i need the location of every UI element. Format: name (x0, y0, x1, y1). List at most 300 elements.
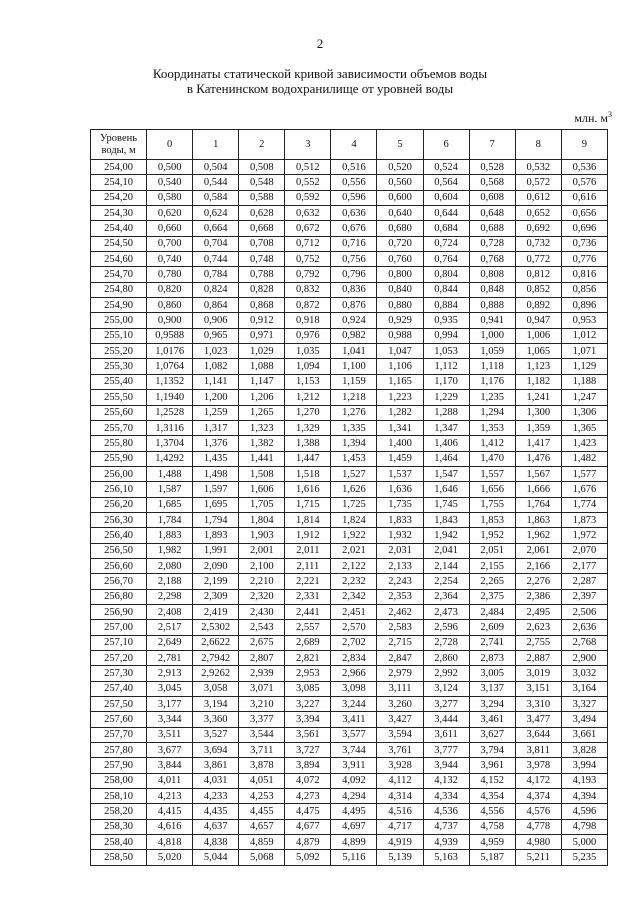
volume-cell: 1,794 (193, 512, 239, 527)
water-level-cell: 256,40 (91, 528, 147, 543)
volume-cell: 3,164 (561, 681, 607, 696)
volume-cell: 0,688 (469, 221, 515, 236)
volume-cell: 2,210 (239, 574, 285, 589)
volume-cell: 1,942 (423, 528, 469, 543)
volume-cell: 4,152 (469, 773, 515, 788)
volume-cell: 0,988 (377, 328, 423, 343)
volume-cell: 0,596 (331, 190, 377, 205)
volume-cell: 2,741 (469, 635, 515, 650)
header-level-line-1: Уровень (100, 132, 138, 144)
volume-cell: 3,878 (239, 758, 285, 773)
volume-cell: 0,516 (331, 160, 377, 175)
volume-cell: 0,941 (469, 313, 515, 328)
volume-cell: 0,632 (285, 206, 331, 221)
volume-cell: 5,211 (515, 850, 561, 865)
volume-cell: 3,944 (423, 758, 469, 773)
table-row (91, 236, 608, 251)
volume-cell: 0,812 (515, 267, 561, 282)
volume-cell: 1,071 (561, 344, 607, 359)
water-level-cell: 255,40 (91, 374, 147, 389)
volume-cell: 2,623 (515, 620, 561, 635)
water-level-cell: 257,20 (91, 651, 147, 666)
volume-cell: 2,199 (193, 574, 239, 589)
header-col-9: 9 (561, 130, 607, 160)
volume-cell: 3,327 (561, 697, 607, 712)
volume-cell: 1,235 (469, 390, 515, 405)
volume-cell: 0,947 (515, 313, 561, 328)
table-row (91, 604, 608, 619)
volume-cell: 1,982 (147, 543, 193, 558)
volume-cell: 3,477 (515, 712, 561, 727)
volume-cell: 0,912 (239, 313, 285, 328)
header-level-line-2: воды, м (101, 144, 136, 156)
volume-cell: 2,781 (147, 651, 193, 666)
table-row (91, 328, 608, 343)
water-level-cell: 255,70 (91, 420, 147, 435)
table-row (91, 666, 608, 681)
water-level-cell: 256,00 (91, 466, 147, 481)
water-level-cell: 257,30 (91, 666, 147, 681)
volume-cell: 0,776 (561, 252, 607, 267)
volume-cell: 2,188 (147, 574, 193, 589)
volume-cell: 0,572 (515, 175, 561, 190)
volume-cell: 3,444 (423, 712, 469, 727)
volume-cell: 0,588 (239, 190, 285, 205)
volume-cell: 0,768 (469, 252, 515, 267)
volume-cell: 0,664 (193, 221, 239, 236)
volume-cell: 2,609 (469, 620, 515, 635)
table-row (91, 298, 608, 313)
volume-cell: 2,386 (515, 589, 561, 604)
volume-cell: 2,728 (423, 635, 469, 650)
volume-cell: 1,587 (147, 482, 193, 497)
volume-cell: 2,364 (423, 589, 469, 604)
volume-cell: 1,952 (469, 528, 515, 543)
volume-cell: 1,329 (285, 420, 331, 435)
volume-cell: 0,568 (469, 175, 515, 190)
volume-cell: 0,556 (331, 175, 377, 190)
volume-cell: 2,144 (423, 558, 469, 573)
volume-cell: 2,011 (285, 543, 331, 558)
document-title (0, 66, 640, 96)
title-line-2: в Катенинском водохранилище от уровней воды (186, 81, 454, 96)
volume-cell: 1,567 (515, 466, 561, 481)
volume-cell: 1,441 (239, 451, 285, 466)
volume-cell: 1,459 (377, 451, 423, 466)
table-row (91, 651, 608, 666)
volume-cell: 2,887 (515, 651, 561, 666)
volume-cell: 4,818 (147, 835, 193, 850)
volume-cell: 5,020 (147, 850, 193, 865)
volume-cell: 4,031 (193, 773, 239, 788)
volume-cell: 3,694 (193, 743, 239, 758)
volume-cell: 0,676 (331, 221, 377, 236)
volume-cell: 2,768 (561, 635, 607, 650)
volume-cell: 2,860 (423, 651, 469, 666)
volume-cell: 2,807 (239, 651, 285, 666)
volume-cell: 4,495 (331, 804, 377, 819)
water-level-cell: 256,10 (91, 482, 147, 497)
volume-cell: 1,498 (193, 466, 239, 481)
title-line-1: Координаты статической кривой зависимости объемов воды (152, 66, 488, 81)
volume-cell: 1,417 (515, 436, 561, 451)
volume-cell: 0,624 (193, 206, 239, 221)
volume-cell: 0,656 (561, 206, 607, 221)
volume-cell: 4,354 (469, 789, 515, 804)
volume-cell: 2,689 (285, 635, 331, 650)
volume-cell: 2,939 (239, 666, 285, 681)
table-row (91, 252, 608, 267)
volume-cell: 2,320 (239, 589, 285, 604)
volume-cell: 1,000 (469, 328, 515, 343)
volume-cell: 1,082 (193, 359, 239, 374)
volume-cell: 1,0176 (147, 344, 193, 359)
volume-cell: 1,774 (561, 497, 607, 512)
volume-cell: 0,648 (469, 206, 515, 221)
volume-cell: 4,374 (515, 789, 561, 804)
volume-cell: 1,873 (561, 512, 607, 527)
volume-cell: 2,953 (285, 666, 331, 681)
volume-cell: 3,777 (423, 743, 469, 758)
volume-cell: 0,512 (285, 160, 331, 175)
volume-cell: 0,994 (423, 328, 469, 343)
volume-cell: 1,784 (147, 512, 193, 527)
water-level-cell: 257,80 (91, 743, 147, 758)
volume-cell: 1,129 (561, 359, 607, 374)
volume-cell: 1,106 (377, 359, 423, 374)
volume-cell: 1,476 (515, 451, 561, 466)
volume-cell: 0,644 (423, 206, 469, 221)
volume-cell: 4,778 (515, 819, 561, 834)
volume-cell: 1,488 (147, 466, 193, 481)
volume-cell: 4,172 (515, 773, 561, 788)
volume-cell: 1,241 (515, 390, 561, 405)
volume-cell: 2,041 (423, 543, 469, 558)
volume-cell: 0,764 (423, 252, 469, 267)
water-level-cell: 254,60 (91, 252, 147, 267)
table-row (91, 359, 608, 374)
volume-cell: 1,288 (423, 405, 469, 420)
water-level-cell: 257,10 (91, 635, 147, 650)
volume-cell: 2,484 (469, 604, 515, 619)
volume-cell: 4,475 (285, 804, 331, 819)
volume-cell: 1,035 (285, 344, 331, 359)
volume-cell: 3,811 (515, 743, 561, 758)
volume-cell: 2,031 (377, 543, 423, 558)
volume-cell: 2,649 (147, 635, 193, 650)
volume-cell: 3,744 (331, 743, 377, 758)
water-level-cell: 256,90 (91, 604, 147, 619)
volume-cell: 1,012 (561, 328, 607, 343)
volume-cell: 0,700 (147, 236, 193, 251)
volume-cell: 1,606 (239, 482, 285, 497)
volume-cell: 0,828 (239, 282, 285, 297)
volume-cell: 3,377 (239, 712, 285, 727)
header-col-8: 8 (515, 130, 561, 160)
volume-cell: 0,884 (423, 298, 469, 313)
volume-cell: 3,427 (377, 712, 423, 727)
volume-cell: 0,918 (285, 313, 331, 328)
volume-cell: 2,061 (515, 543, 561, 558)
water-level-cell: 255,80 (91, 436, 147, 451)
volume-cell: 0,880 (377, 298, 423, 313)
volume-cell: 0,906 (193, 313, 239, 328)
volume-cell: 0,836 (331, 282, 377, 297)
volume-cell: 3,644 (515, 727, 561, 742)
volume-cell: 2,051 (469, 543, 515, 558)
table-row (91, 405, 608, 420)
volume-cell: 2,021 (331, 543, 377, 558)
volume-cell: 3,594 (377, 727, 423, 742)
table-row (91, 819, 608, 834)
volume-cell: 1,118 (469, 359, 515, 374)
volume-cell: 2,441 (285, 604, 331, 619)
volume-cell: 1,453 (331, 451, 377, 466)
volume-cell: 2,462 (377, 604, 423, 619)
volume-cell: 1,903 (239, 528, 285, 543)
volume-cell: 1,863 (515, 512, 561, 527)
volume-cell: 1,265 (239, 405, 285, 420)
volume-cell: 2,9262 (193, 666, 239, 681)
volume-cell: 2,557 (285, 620, 331, 635)
volume-cell: 1,814 (285, 512, 331, 527)
water-level-cell: 258,20 (91, 804, 147, 819)
volume-cell: 0,508 (239, 160, 285, 175)
volume-cell: 1,094 (285, 359, 331, 374)
volume-cell: 1,893 (193, 528, 239, 543)
volume-cell: 2,495 (515, 604, 561, 619)
volume-cell: 1,317 (193, 420, 239, 435)
water-level-cell: 254,50 (91, 236, 147, 251)
volume-cell: 1,912 (285, 528, 331, 543)
water-level-cell: 258,40 (91, 835, 147, 850)
volume-cell: 2,090 (193, 558, 239, 573)
volume-cell: 1,353 (469, 420, 515, 435)
volume-cell: 1,247 (561, 390, 607, 405)
volume-cell: 0,600 (377, 190, 423, 205)
volume-cell: 4,253 (239, 789, 285, 804)
volume-cell: 1,518 (285, 466, 331, 481)
volume-cell: 1,464 (423, 451, 469, 466)
volume-cell: 0,772 (515, 252, 561, 267)
table-row (91, 160, 608, 175)
volume-cell: 1,276 (331, 405, 377, 420)
volume-cell: 2,166 (515, 558, 561, 573)
volume-cell: 0,748 (239, 252, 285, 267)
table-row (91, 221, 608, 236)
volume-cell: 1,646 (423, 482, 469, 497)
volume-cell: 0,860 (147, 298, 193, 313)
volume-cell: 3,828 (561, 743, 607, 758)
volume-cell: 1,423 (561, 436, 607, 451)
volume-cell: 2,7942 (193, 651, 239, 666)
volume-cell: 4,314 (377, 789, 423, 804)
volume-cell: 3,310 (515, 697, 561, 712)
volume-cell: 0,744 (193, 252, 239, 267)
volume-cell: 1,223 (377, 390, 423, 405)
water-level-cell: 256,30 (91, 512, 147, 527)
volume-cell: 2,517 (147, 620, 193, 635)
volume-cell: 1,218 (331, 390, 377, 405)
volume-cell: 1,685 (147, 497, 193, 512)
volume-cell: 1,764 (515, 497, 561, 512)
volume-cell: 1,482 (561, 451, 607, 466)
volume-cell: 1,394 (331, 436, 377, 451)
volume-cell: 1,159 (331, 374, 377, 389)
volume-cell: 0,724 (423, 236, 469, 251)
volume-cell: 0,500 (147, 160, 193, 175)
volume-cell: 3,005 (469, 666, 515, 681)
volume-cell: 2,111 (285, 558, 331, 573)
volume-cell: 1,557 (469, 466, 515, 481)
volume-cell: 1,470 (469, 451, 515, 466)
volume-cell: 4,051 (239, 773, 285, 788)
volume-cell: 3,861 (193, 758, 239, 773)
volume-cell: 3,085 (285, 681, 331, 696)
volume-cell: 1,006 (515, 328, 561, 343)
volume-cell: 4,657 (239, 819, 285, 834)
volume-cell: 4,233 (193, 789, 239, 804)
volume-cell: 1,527 (331, 466, 377, 481)
volume-cell: 4,011 (147, 773, 193, 788)
volume-cell: 1,824 (331, 512, 377, 527)
table-row (91, 804, 608, 819)
volume-cell: 4,859 (239, 835, 285, 850)
volume-cell: 4,294 (331, 789, 377, 804)
volume-cell: 0,576 (561, 175, 607, 190)
water-level-cell: 256,70 (91, 574, 147, 589)
volume-cell: 4,879 (285, 835, 331, 850)
volume-cell: 2,232 (331, 574, 377, 589)
volume-cell: 1,341 (377, 420, 423, 435)
water-level-cell: 254,90 (91, 298, 147, 313)
volume-cell: 1,735 (377, 497, 423, 512)
volume-cell: 2,430 (239, 604, 285, 619)
volume-cell: 2,221 (285, 574, 331, 589)
volume-cell: 0,953 (561, 313, 607, 328)
volume-cell: 3,227 (285, 697, 331, 712)
volume-cell: 2,133 (377, 558, 423, 573)
volume-cell: 4,616 (147, 819, 193, 834)
water-level-cell: 256,50 (91, 543, 147, 558)
volume-cell: 3,844 (147, 758, 193, 773)
volume-cell: 5,116 (331, 850, 377, 865)
volume-cell: 0,888 (469, 298, 515, 313)
volume-cell: 4,596 (561, 804, 607, 819)
header-water-level (91, 130, 147, 160)
volume-cell: 3,210 (239, 697, 285, 712)
volume-cell: 2,966 (331, 666, 377, 681)
volume-cell: 1,023 (193, 344, 239, 359)
volume-cell: 1,695 (193, 497, 239, 512)
volume-cell: 4,677 (285, 819, 331, 834)
water-level-cell: 257,70 (91, 727, 147, 742)
header-col-2: 2 (239, 130, 285, 160)
volume-cell: 2,397 (561, 589, 607, 604)
table-row (91, 451, 608, 466)
volume-cell: 1,100 (331, 359, 377, 374)
volume-cell: 2,873 (469, 651, 515, 666)
volume-cell: 0,548 (239, 175, 285, 190)
volume-cell: 0,524 (423, 160, 469, 175)
volume-cell: 2,100 (239, 558, 285, 573)
volume-cell: 0,872 (285, 298, 331, 313)
table-row (91, 466, 608, 481)
volume-cell: 1,335 (331, 420, 377, 435)
volume-cell: 1,705 (239, 497, 285, 512)
volume-cell: 1,400 (377, 436, 423, 451)
units-superscript: 3 (608, 110, 612, 119)
volume-cell: 3,561 (285, 727, 331, 742)
volume-cell: 2,570 (331, 620, 377, 635)
water-level-cell: 257,90 (91, 758, 147, 773)
volume-cell: 2,5302 (193, 620, 239, 635)
volume-cell: 1,853 (469, 512, 515, 527)
volume-cell: 5,139 (377, 850, 423, 865)
volume-table (90, 129, 608, 866)
volume-cell: 1,229 (423, 390, 469, 405)
volume-cell: 4,213 (147, 789, 193, 804)
volume-cell: 0,788 (239, 267, 285, 282)
volume-cell: 1,4292 (147, 451, 193, 466)
volume-cell: 0,608 (469, 190, 515, 205)
volume-cell: 0,796 (331, 267, 377, 282)
volume-cell: 1,282 (377, 405, 423, 420)
volume-cell: 4,838 (193, 835, 239, 850)
volume-cell: 0,668 (239, 221, 285, 236)
volume-cell: 0,740 (147, 252, 193, 267)
volume-cell: 1,259 (193, 405, 239, 420)
volume-cell: 0,9588 (147, 328, 193, 343)
volume-cell: 0,736 (561, 236, 607, 251)
volume-cell: 4,455 (239, 804, 285, 819)
volume-cell: 4,193 (561, 773, 607, 788)
volume-cell: 1,745 (423, 497, 469, 512)
water-level-cell: 257,00 (91, 620, 147, 635)
volume-cell: 2,636 (561, 620, 607, 635)
volume-cell: 2,755 (515, 635, 561, 650)
water-level-cell: 258,50 (91, 850, 147, 865)
volume-cell: 4,737 (423, 819, 469, 834)
volume-cell: 3,711 (239, 743, 285, 758)
volume-cell: 0,716 (331, 236, 377, 251)
volume-cell: 3,727 (285, 743, 331, 758)
volume-cell: 3,019 (515, 666, 561, 681)
volume-cell: 0,780 (147, 267, 193, 282)
table-row (91, 743, 608, 758)
volume-cell: 2,451 (331, 604, 377, 619)
volume-cell: 2,900 (561, 651, 607, 666)
volume-cell: 1,666 (515, 482, 561, 497)
volume-cell: 0,580 (147, 190, 193, 205)
table-header-row (91, 130, 608, 160)
volume-cell: 4,959 (469, 835, 515, 850)
volume-cell: 1,447 (285, 451, 331, 466)
volume-cell: 2,675 (239, 635, 285, 650)
volume-cell: 3,071 (239, 681, 285, 696)
volume-cell: 2,276 (515, 574, 561, 589)
volume-cell: 3,111 (377, 681, 423, 696)
volume-cell: 3,277 (423, 697, 469, 712)
volume-cell: 0,584 (193, 190, 239, 205)
volume-cell: 1,294 (469, 405, 515, 420)
volume-cell: 1,3704 (147, 436, 193, 451)
volume-cell: 3,260 (377, 697, 423, 712)
header-col-6: 6 (423, 130, 469, 160)
volume-cell: 2,080 (147, 558, 193, 573)
volume-cell: 3,137 (469, 681, 515, 696)
volume-cell: 2,419 (193, 604, 239, 619)
